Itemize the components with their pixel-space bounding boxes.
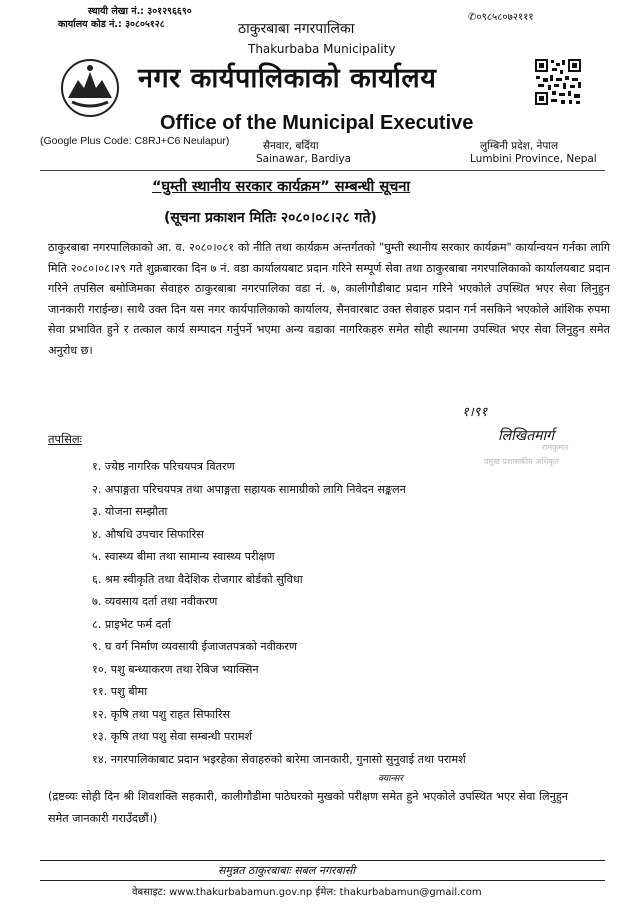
handwritten-insert: क्यान्सर	[378, 774, 404, 784]
footer-divider-lower	[40, 880, 605, 881]
location-nepali: सैनवार, बर्दिया	[263, 140, 319, 152]
stamp-name: रामकुमार	[542, 443, 569, 452]
office-code: कार्यालय कोड नं.: ३०८०५१२८	[58, 19, 165, 30]
qr-code	[534, 58, 582, 106]
province-english: Lumbini Province, Nepal	[470, 153, 597, 165]
municipality-name-nepali: ठाकुरबाबा नगरपालिका	[238, 21, 355, 37]
list-item: ९. घ वर्ग निर्माण व्यवसायी ईजाजतपत्रको नवीकरण	[92, 640, 297, 653]
municipality-name-english: Thakurbaba Municipality	[248, 42, 396, 56]
list-item: ८. प्राइभेट फर्म दर्ता	[92, 617, 171, 631]
list-item: २. अपाङ्गता परिचयपत्र तथा अपाङ्गता सहायक सामाग्रीको लागि निवेदन सङ्कलन	[92, 482, 406, 496]
list-heading: तपसिलः	[48, 432, 82, 446]
notice-title: “घुम्ती स्थानीय सरकार कार्यक्रम” सम्बन्धी सूचना	[152, 179, 411, 195]
service-list	[92, 456, 466, 771]
notice-note: (द्रष्टव्यः सोही दिन श्री शिवशक्ति सहकारी, कालीगौडीमा पाठेघरको मुखको परीक्षण समेत हुने भएकोले उपस्थित भएर सेवा लिनुहुन समेत जानकारी गराउँदछौं।)	[48, 790, 568, 825]
notice-body: ठाकुरबाबा नगरपालिकाको आ. व. २०८०।०८१ को नीति तथा कार्यक्रम अन्तर्गतको "घुम्ती स्थानीय सरकार कार्यक्रम" कार्यान्वयन गर्नका लागि मिति २०८०।०८।२९ गते शुक्रबारका दिन ७ नं. वडा कार्यालयबाट प्रदान गरिने सम्पूर्ण सेवा तथा ठाकुरबाबा नगरपालिकाको कार्यालयबाट प्रदान गरिने तपसिल बमोजिमका सेवाहरु ठाकुरबाबा नगरपालिका वडा नं. ७, कालीगौडीबाट प्रदान गरिने भएकोले उपस्थित भएर सेवा लिनुहुन जानकारी गराईन्छ। साथै उक्त दिन यस नगर कार्यपालिकाको कार्यालय, सैनवारबाट उक्त सेवाहरु प्रदान गर्न नसकिने भएकोले आंशिक रुपमा सेवा प्रभावित हुने र तत्काल कार्य सम्पादन गर्नुपर्ने भएमा अन्य वडाका नागरिकहरु समेत सोही स्थानमा उपस्थित भएर सेवा लिनुहुन समेत अनुरोध छ।	[48, 241, 610, 357]
list-item: ४. औषधि उपचार सिफारिस	[92, 527, 204, 541]
stamp-role: प्रमुख प्रशासकीय अधिकृत	[484, 457, 560, 466]
office-name-english: Office of the Municipal Executive	[160, 112, 474, 134]
list-item: ३. योजना सम्झौता	[92, 505, 168, 518]
header-divider	[40, 170, 605, 171]
office-name-nepali: नगर कार्यपालिकाको कार्यालय	[138, 63, 437, 94]
list-item: ११. पशु बीमा	[92, 685, 148, 698]
permanent-account-number: स्थायी लेखा नं.: ३०१२९६६९०	[88, 6, 192, 17]
notice-publish-date: (सूचना प्रकाशन मितिः २०८०।०८।२८ गते)	[164, 210, 377, 226]
footer-slogan: समुन्नत ठाकुरबाबाः सबल नगरबासी	[218, 864, 356, 877]
list-item: १३. कृषि तथा पशु सेवा सम्बन्धी परामर्श	[92, 730, 253, 743]
list-item: ७. व्यवसाय दर्ता तथा नवीकरण	[92, 595, 218, 608]
list-item: १. ज्येष्ठ नागरिक परिचयपत्र वितरण	[92, 460, 235, 473]
nepal-emblem-logo	[60, 58, 120, 118]
signature-mark: १।९१	[462, 405, 488, 420]
footer-divider	[40, 860, 605, 861]
google-plus-code: (Google Plus Code: C8RJ+C6 Neulapur)	[40, 135, 230, 147]
list-item: १०. पशु बन्ध्याकरण तथा रेबिज भ्याक्सिन	[92, 662, 259, 676]
phone-number: ✆०९८५८०७२१११	[468, 12, 534, 23]
list-item: १२. कृषि तथा पशु राहत सिफारिस	[92, 707, 231, 721]
location-english: Sainawar, Bardiya	[256, 153, 352, 165]
phone-icon: ✆	[468, 12, 477, 23]
list-item: ५. स्वास्थ्य बीमा तथा सामान्य स्वास्थ्य परीक्षण	[92, 550, 275, 563]
province-nepali: लुम्बिनी प्रदेश, नेपाल	[480, 140, 559, 152]
signature-scrawl: लिखितमार्ग	[498, 428, 555, 444]
list-item: ६. श्रम स्वीकृति तथा वैदेशिक रोजगार बोर्डको सुविधा	[92, 572, 303, 586]
footer-contact: वेबसाइट: www.thakurbabamun.gov.np ईमेल: thakurbabamun@gmail.com	[132, 887, 482, 898]
list-item: १४. नगरपालिकाबाट प्रदान भइरहेका सेवाहरुको बारेमा जानकारी, गुनासो सुनुवाई तथा परामर्श	[92, 752, 466, 766]
